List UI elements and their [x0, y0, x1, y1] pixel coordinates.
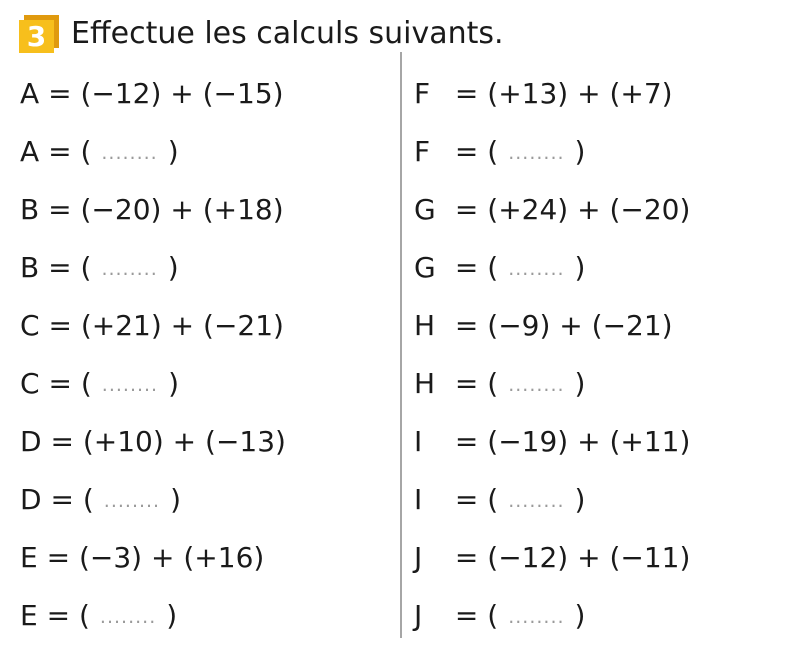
equals-sign: =: [48, 309, 72, 342]
equals-sign: =: [454, 367, 479, 400]
answer-line: [414, 362, 690, 420]
equals-sign: =: [454, 251, 479, 284]
answer-line: [20, 130, 286, 188]
open-parenthesis: (: [80, 367, 92, 400]
equals-sign: =: [454, 135, 479, 168]
equals-sign: =: [46, 599, 71, 632]
answer-blank[interactable]: ........: [508, 258, 565, 280]
calculation-problem: [414, 72, 690, 130]
close-parenthesis: ): [574, 251, 586, 284]
calculation-letter: E: [20, 541, 38, 574]
answer-blank[interactable]: ........: [508, 490, 565, 512]
equals-sign: =: [48, 77, 72, 110]
calculation-problem: [20, 420, 286, 478]
equals-sign: =: [48, 367, 72, 400]
answer-letter: D: [20, 483, 42, 516]
equals-sign: =: [48, 251, 72, 284]
exercise-title: Effectue les calculs suivants.: [71, 16, 504, 51]
column-divider: [400, 52, 402, 638]
equals-sign: =: [46, 541, 71, 574]
answer-letter: H: [414, 367, 436, 400]
calculation-letter: G: [414, 193, 436, 226]
calculation-expression: (−20) + (+18): [80, 193, 284, 226]
calculation-problem: [20, 72, 286, 130]
close-parenthesis: ): [168, 367, 180, 400]
calculation-expression: (−19) + (+11): [487, 425, 691, 458]
answer-blank[interactable]: ........: [103, 490, 161, 512]
close-parenthesis: ): [166, 599, 178, 632]
calculation-problem: [20, 536, 286, 594]
calculation-problem: [414, 188, 690, 246]
answer-blank[interactable]: ........: [508, 142, 565, 164]
calculation-letter: J: [414, 541, 423, 574]
answer-letter: E: [20, 599, 38, 632]
open-parenthesis: (: [487, 251, 499, 284]
equals-sign: =: [48, 135, 72, 168]
answer-line: [20, 362, 286, 420]
equals-sign: =: [454, 309, 479, 342]
answer-blank[interactable]: ........: [508, 374, 565, 396]
calculation-expression: (+13) + (+7): [487, 77, 673, 110]
open-parenthesis: (: [82, 483, 94, 516]
answer-line: [20, 246, 286, 304]
answer-blank[interactable]: ........: [101, 258, 158, 280]
equals-sign: =: [50, 483, 74, 516]
calculation-problem: [414, 304, 690, 362]
open-parenthesis: (: [487, 483, 499, 516]
calculation-problem: [20, 304, 286, 362]
close-parenthesis: ): [574, 599, 586, 632]
close-parenthesis: ): [574, 135, 586, 168]
answer-letter: I: [414, 483, 423, 516]
calculation-letter: B: [20, 193, 40, 226]
calculation-letter: F: [414, 77, 431, 110]
answer-line: [414, 246, 690, 304]
open-parenthesis: (: [487, 599, 499, 632]
equals-sign: =: [454, 483, 479, 516]
answer-blank[interactable]: ........: [101, 374, 159, 396]
answer-line: [20, 478, 286, 536]
calculation-letter: H: [414, 309, 436, 342]
equals-sign: =: [454, 193, 479, 226]
equals-sign: =: [454, 599, 479, 632]
close-parenthesis: ): [167, 135, 179, 168]
calculation-expression: (+24) + (−20): [487, 193, 691, 226]
open-parenthesis: (: [78, 599, 90, 632]
calculation-expression: (−3) + (+16): [78, 541, 265, 574]
exercise-number-badge: [19, 15, 59, 53]
calculation-expression: (−12) + (−11): [487, 541, 691, 574]
answer-blank[interactable]: ........: [99, 606, 157, 628]
answer-letter: G: [414, 251, 436, 284]
close-parenthesis: ): [170, 483, 182, 516]
calculation-expression: (+10) + (−13): [82, 425, 286, 458]
calculation-letter: C: [20, 309, 40, 342]
close-parenthesis: ): [167, 251, 179, 284]
calculation-letter: D: [20, 425, 42, 458]
calculation-problem: [414, 420, 690, 478]
exercise-number: 3: [26, 20, 47, 53]
calculation-letter: A: [20, 77, 40, 110]
answer-letter: B: [20, 251, 40, 284]
close-parenthesis: ): [574, 483, 586, 516]
equals-sign: =: [454, 541, 479, 574]
calculation-expression: (+21) + (−21): [80, 309, 284, 342]
answer-line: [20, 594, 286, 652]
open-parenthesis: (: [80, 135, 92, 168]
equals-sign: =: [48, 193, 72, 226]
equals-sign: =: [454, 77, 479, 110]
answer-letter: C: [20, 367, 40, 400]
calculation-expression: (−9) + (−21): [487, 309, 673, 342]
open-parenthesis: (: [487, 135, 499, 168]
answer-blank[interactable]: ........: [101, 142, 158, 164]
left-column: [20, 72, 286, 652]
right-column: [414, 72, 690, 652]
answer-blank[interactable]: ........: [508, 606, 565, 628]
close-parenthesis: ): [574, 367, 586, 400]
calculation-expression: (−12) + (−15): [80, 77, 284, 110]
calculation-letter: I: [414, 425, 423, 458]
open-parenthesis: (: [80, 251, 92, 284]
open-parenthesis: (: [487, 367, 499, 400]
answer-letter: J: [414, 599, 423, 632]
answer-line: [414, 130, 690, 188]
calculation-problem: [414, 536, 690, 594]
answer-line: [414, 594, 690, 652]
equals-sign: =: [454, 425, 479, 458]
answer-line: [414, 478, 690, 536]
equals-sign: =: [50, 425, 74, 458]
answer-letter: A: [20, 135, 40, 168]
calculation-problem: [20, 188, 286, 246]
answer-letter: F: [414, 135, 431, 168]
